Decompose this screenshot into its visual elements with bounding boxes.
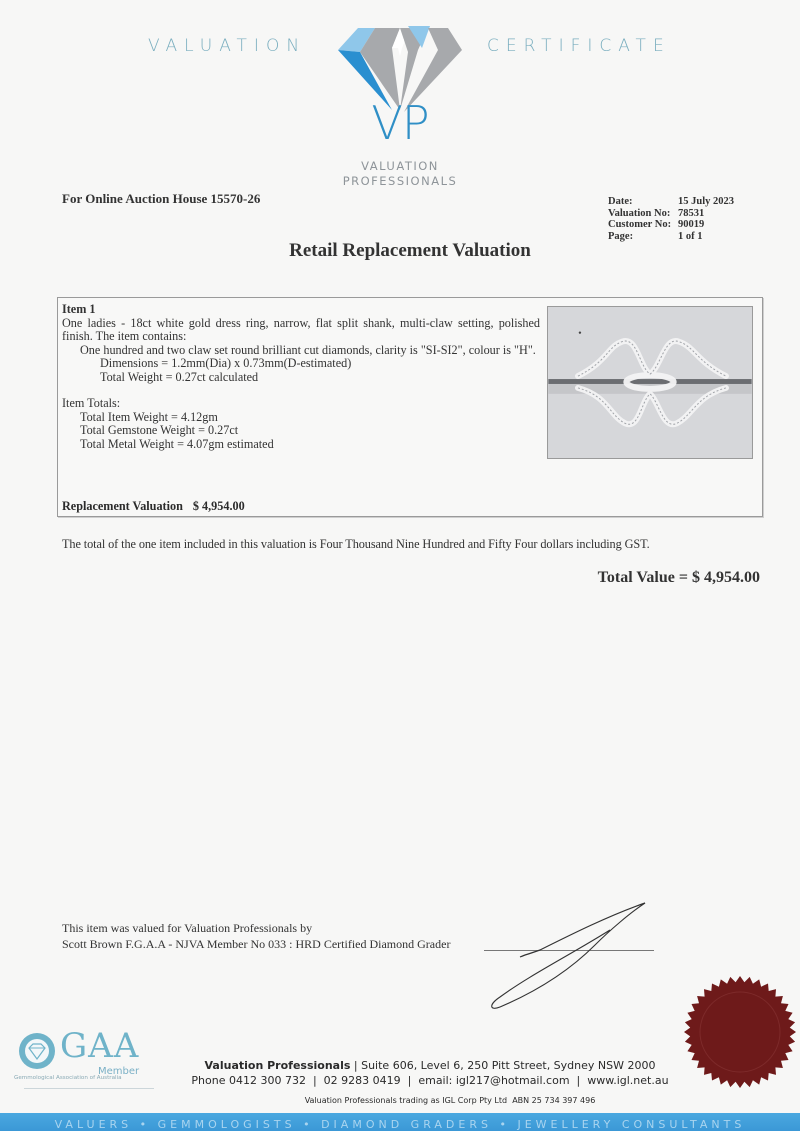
signature-icon <box>460 895 660 1015</box>
replacement-value: $ 4,954.00 <box>192 499 245 513</box>
footer-band-text: VALUERS • GEMMOLOGISTS • DIAMOND GRADERS • JEWELLERY CONSULTANTS <box>54 1118 746 1131</box>
client-line: For Online Auction House 15570-26 <box>62 191 261 206</box>
item-total-row: Total Item Weight = 4.12gm <box>80 409 218 424</box>
gaa-divider <box>24 1088 154 1089</box>
item-total-row: Total Gemstone Weight = 0.27ct <box>80 423 239 437</box>
meta-row-date <box>608 196 734 208</box>
meta-value: 90019 <box>678 219 705 230</box>
replacement-valuation <box>62 499 245 514</box>
footer-trading: Valuation Professionals trading as IGL Corp Pty Ltd ABN 25 734 397 496 <box>304 1096 596 1105</box>
header-certificate-word: CERTIFICATE <box>487 36 671 56</box>
meta-row-valuation-no <box>608 208 734 220</box>
meta-value: 1 of 1 <box>678 230 703 242</box>
meta-label: Customer No: <box>608 219 672 230</box>
gaa-member-label: Member <box>98 1066 140 1077</box>
meta-value: 78531 <box>678 207 705 219</box>
meta-label: Date: <box>608 196 633 207</box>
logo-line-1: VALUATION <box>361 159 439 173</box>
document-title: Retail Replacement Valuation <box>289 240 531 261</box>
meta-label: Page: <box>608 230 634 242</box>
footer-band <box>0 1113 800 1131</box>
summary-text: The total of the one item included in this valuation is Four Thousand Nine Hundred and Fifty Four dollars including GST. <box>62 537 650 551</box>
logo-line-2: PROFESSIONALS <box>342 174 458 188</box>
footer-company: Valuation Professionals <box>204 1059 351 1072</box>
total-value: Total Value = $ 4,954.00 <box>597 569 760 586</box>
item-description: One ladies - 18ct white gold dress ring, narrow, flat split shank, multi-claw setting, polished finish. The item contains: <box>62 315 540 343</box>
item-dimensions: Dimensions = 1.2mm(Dia) x 0.73mm(D-estimated) <box>100 356 352 370</box>
item-box <box>57 297 763 517</box>
item-details <box>62 303 540 451</box>
item-heading: Item 1 <box>62 302 96 316</box>
meta-value: 15 July 2023 <box>678 196 735 207</box>
header-valuation-word: VALUATION <box>148 36 307 56</box>
signoff-line-1: This item was valued for Valuation Professionals by <box>62 921 313 935</box>
item-total-weight: Total Weight = 0.27ct calculated <box>100 369 259 384</box>
logo-monogram: VP <box>371 96 429 150</box>
gaa-full-name: Gemmological Association of Australia <box>14 1075 122 1081</box>
meta-label: Valuation No: <box>608 207 671 219</box>
footer-contact: Phone 0412 300 732 | 02 9283 0419 | email: igl217@hotmail.com | www.igl.net.au <box>191 1074 669 1087</box>
footer-address <box>0 1059 800 1072</box>
signoff-line-2: Scott Brown F.G.A.A - NJVA Member No 033 : HRD Certified Diamond Grader <box>62 937 451 951</box>
item-total-row: Total Metal Weight = 4.07gm estimated <box>80 436 274 451</box>
meta-block <box>608 196 734 242</box>
replacement-label: Replacement Valuation <box>62 499 183 513</box>
meta-row-customer-no <box>608 219 734 231</box>
gaa-acronym: GAA <box>60 1026 140 1066</box>
item-totals-heading: Item Totals: <box>62 396 121 410</box>
footer-address-text: | Suite 606, Level 6, 250 Pitt Street, Sydney NSW 2000 <box>350 1059 656 1072</box>
ring-photo <box>547 306 753 459</box>
item-stones: One hundred and two claw set round brilliant cut diamonds, clarity is "SI-SI2", colour is "H". <box>80 342 536 357</box>
